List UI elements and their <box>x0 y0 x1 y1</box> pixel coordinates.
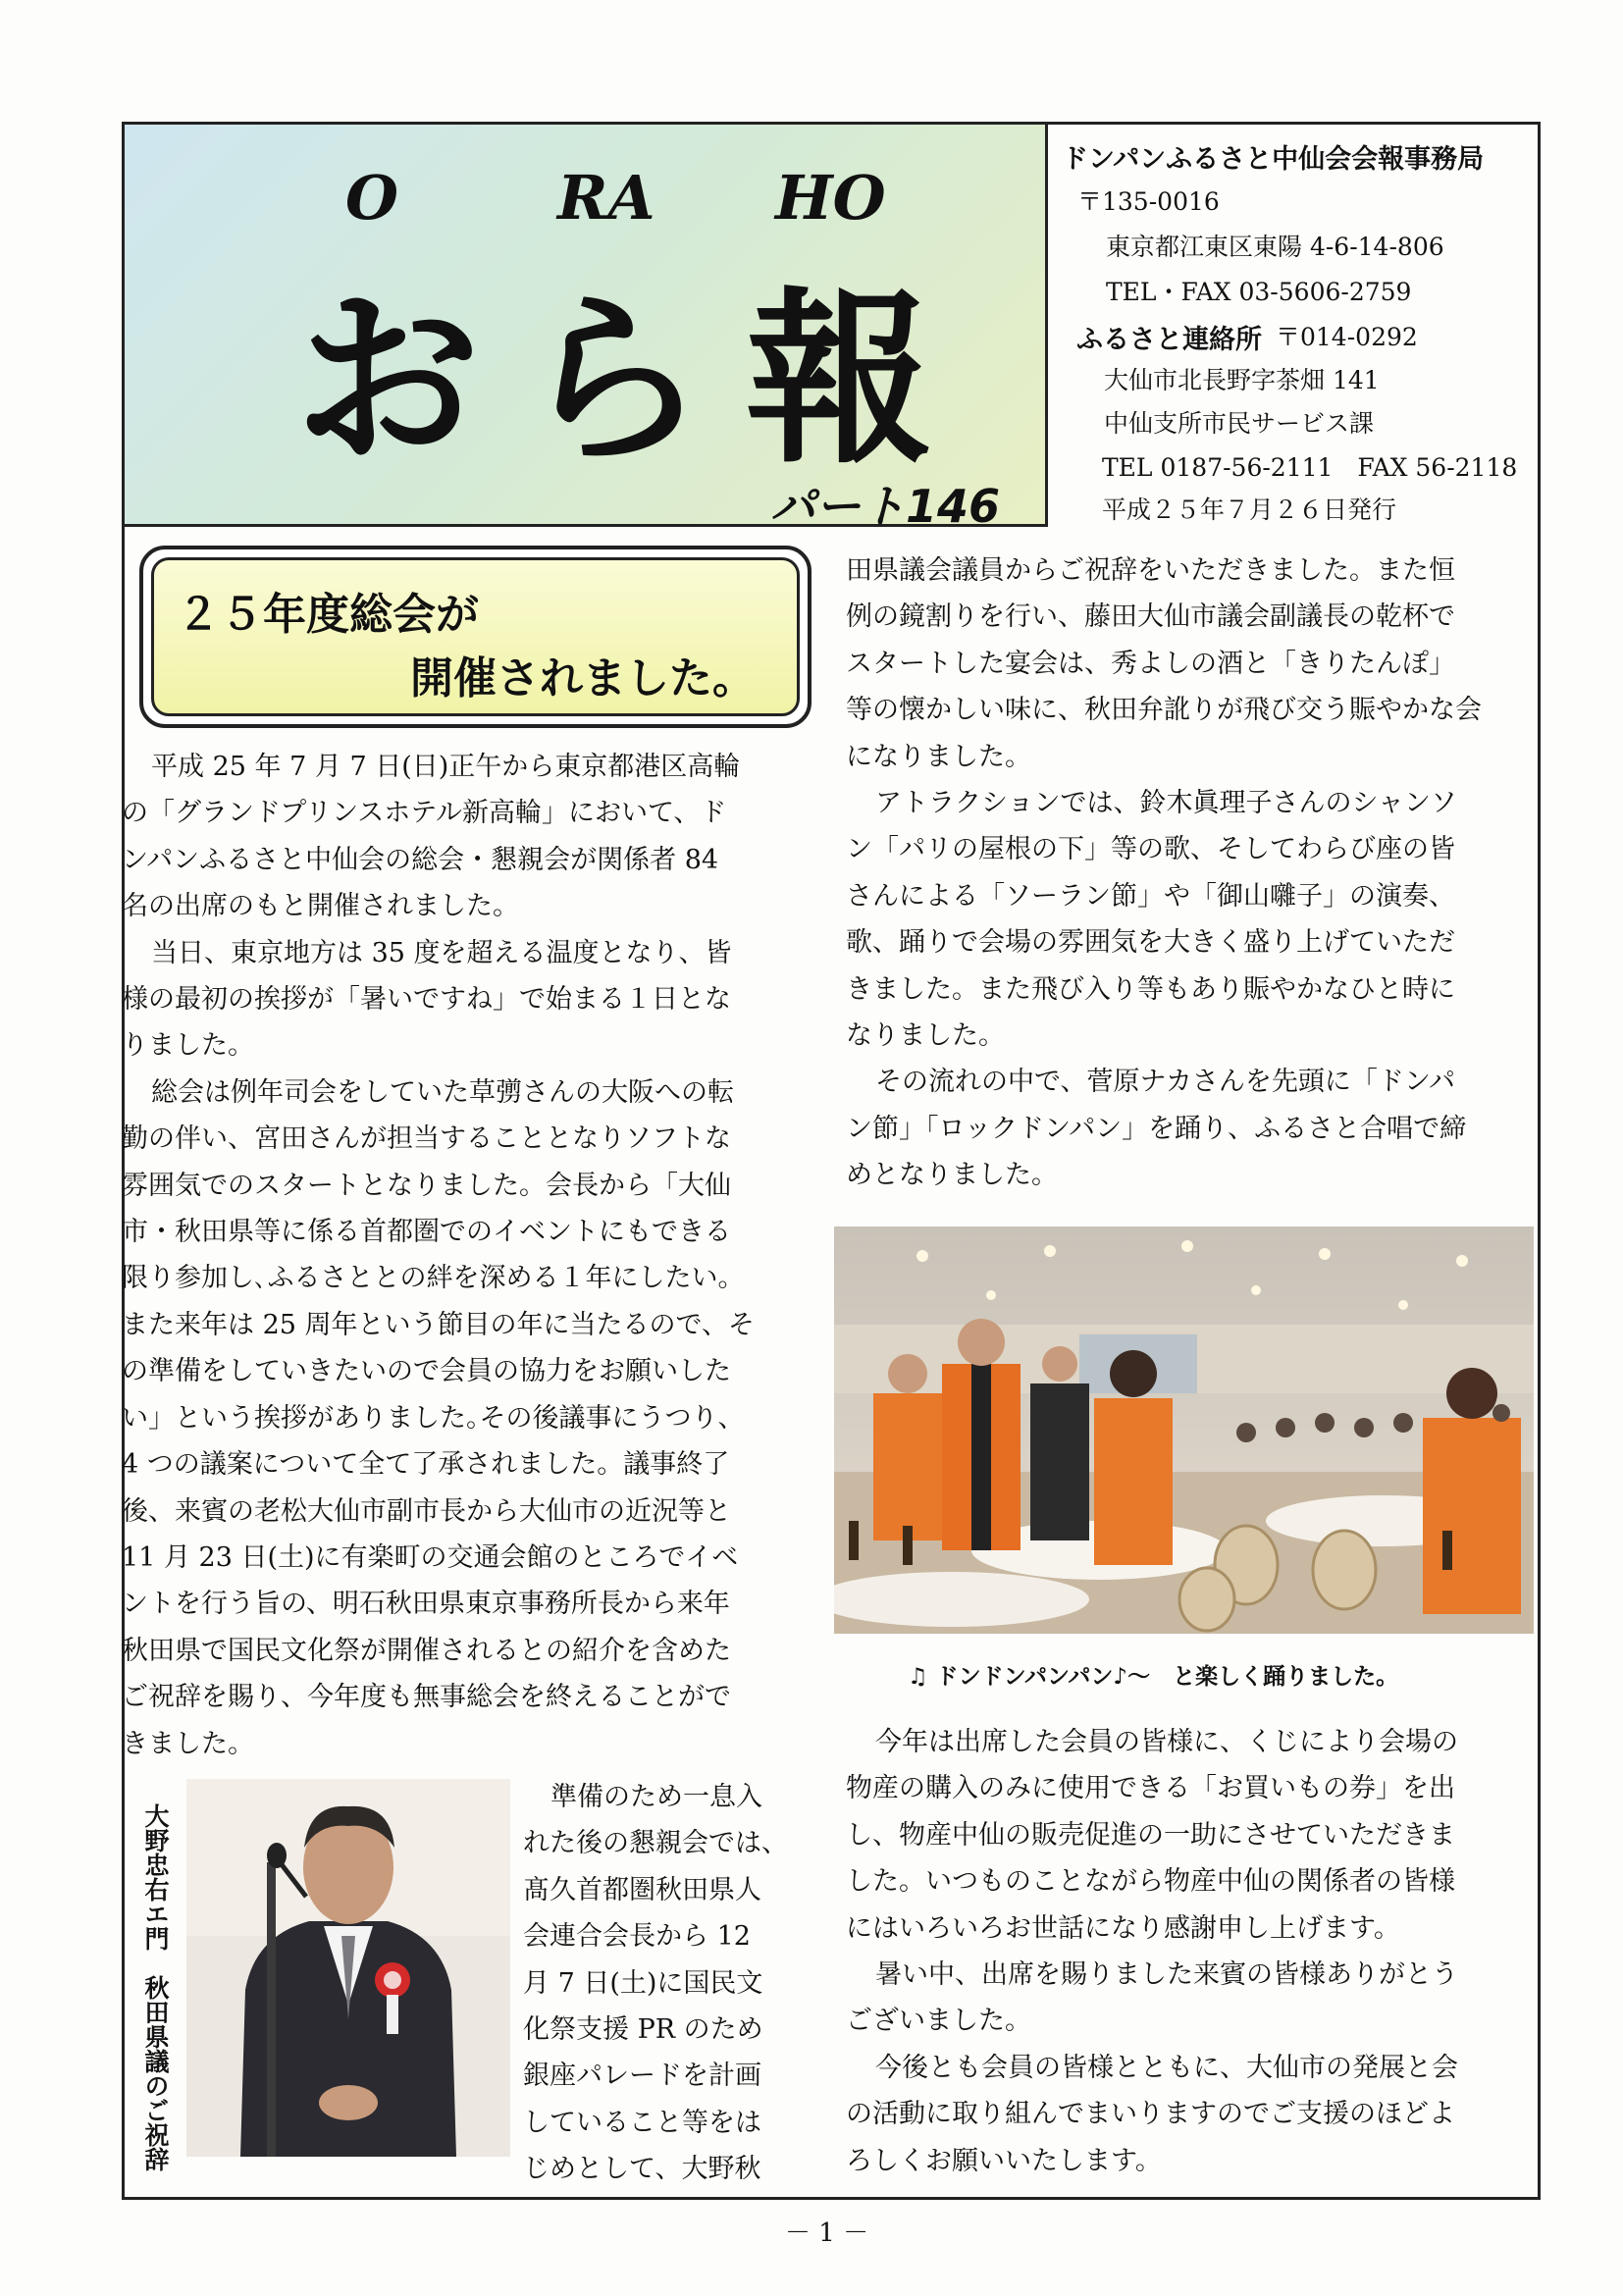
masthead-title: おら報 <box>294 270 972 489</box>
page-number: － 1 － <box>785 2218 869 2248</box>
text-line: めとなりました。 <box>846 1160 1058 1191</box>
text-line: じめとして、大野秋 <box>523 2154 761 2185</box>
paragraph-3 <box>122 1070 799 1767</box>
text-line: 例の鏡割りを行い、藤田大仙市議会副議長の乾杯で <box>846 601 1455 633</box>
headline-line-2: 開催されました。 <box>410 653 756 704</box>
issue-part-number: パート146 <box>770 480 1001 533</box>
text-line: きました。 <box>122 1728 254 1759</box>
text-line: 田県議会議員からご祝辞をいただきました。また恒 <box>846 555 1455 586</box>
text-line: 髙久首都圏秋田県人 <box>523 1874 761 1905</box>
text-line: 暑い中、出席を賜りました来賓の皆様ありがとう <box>875 1959 1458 1991</box>
text-line: していること等をは <box>523 2107 761 2138</box>
left-column <box>122 744 799 1767</box>
paragraph-7 <box>846 1059 1528 1198</box>
text-line: 様の最初の挨拶が「暑いですね」で始まる１日とな <box>122 984 731 1016</box>
text-line: ご祝辞を賜り、今年度も無事総会を終えることがで <box>122 1682 731 1713</box>
masthead-romaji-ho: HO <box>775 162 886 234</box>
text-line: ございました。 <box>846 2006 1031 2037</box>
text-line: 名の出席のもと開催されました。 <box>122 891 519 922</box>
text-line: 11 月 23 日(土)に有楽町の交通会館のところでイベ <box>122 1541 739 1573</box>
masthead-romaji-ra: RA <box>557 162 655 234</box>
text-line: れた後の懇親会では、 <box>523 1828 788 1859</box>
party-illustration <box>834 1226 1534 1634</box>
masthead-romaji-o: O <box>345 162 399 234</box>
text-line: 月 7 日(土)に国民文 <box>523 1967 763 1999</box>
paragraph-9 <box>846 1952 1528 2045</box>
contact-tel-fax-2: TEL 0187-56-2111 FAX 56-2118 <box>1102 453 1518 482</box>
text-line: ンパンふるさと中仙会の総会・懇親会が関係者 84 <box>122 844 719 875</box>
text-line: その流れの中で、菅原ナカさんを先頭に「ドンパ <box>875 1067 1456 1098</box>
text-line: りました。 <box>122 1030 254 1062</box>
text-line: した。いつものことながら物産中仙の関係者の皆様 <box>846 1866 1455 1898</box>
text-line: きました。また飛び入り等もあり賑やかなひと時に <box>846 973 1455 1005</box>
text-line: ントを行う旨の、明石秋田県東京事務所長から来年 <box>122 1589 730 1620</box>
contact-address-2: 大仙市北長野字茶畑 141 <box>1104 366 1380 394</box>
text-line: 4 つの議案について全て了承されました。議事終了 <box>122 1449 730 1481</box>
text-line: になりました。 <box>846 741 1031 772</box>
text-line: 勤の伴い、宮田さんが担当することとなりソフトな <box>122 1123 731 1155</box>
text-line: アトラクションでは、鈴木眞理子さんのシャンソ <box>875 788 1457 819</box>
paragraph-8 <box>846 1719 1528 1952</box>
text-line: の活動に取り組んでまいりますのでご支援のほどよ <box>846 2099 1455 2130</box>
text-line: スタートした宴会は、秀よしの酒と「きりたんぽ」 <box>846 648 1455 679</box>
text-line: なりました。 <box>846 1020 1005 1052</box>
contact-address-1: 東京都江東区東陽 4-6-14-806 <box>1106 233 1444 261</box>
party-photo-caption: ♫ ドンドンパンパン♪～ と楽しく踊りました。 <box>908 1664 1399 1690</box>
text-line: 総会は例年司会をしていた草彅さんの大阪への転 <box>151 1076 734 1108</box>
text-line: 当日、東京地方は 35 度を超える温度となり、皆 <box>151 937 732 968</box>
paragraph-1 <box>122 744 799 930</box>
issue-date: 平成２５年７月２６日発行 <box>1102 496 1397 524</box>
contact-postal-1: 〒135-0016 <box>1077 187 1220 216</box>
text-line: 今年は出席した会員の皆様に、くじにより会場の <box>875 1727 1458 1757</box>
speaker-illustration <box>186 1779 510 2157</box>
text-line: の「グランドプリンスホテル新高輪」において、ド <box>122 798 727 829</box>
text-line: 秋田県で国民文化祭が開催されるとの紹介を含めた <box>122 1635 731 1666</box>
contact-telfax: TEL・FAX 03-5606-2759 <box>1106 278 1412 306</box>
paragraph-6 <box>846 780 1528 1059</box>
text-line: い」という挨拶がありました｡その後議事にうつり、 <box>122 1402 745 1434</box>
text-line: 化祭支援 PR のため <box>523 2014 763 2046</box>
paragraph-2 <box>122 930 799 1070</box>
text-line: 雰囲気でのスタートとなりました。会長から「大仙 <box>122 1170 731 1201</box>
headline-line-1: ２５年度総会が <box>177 590 479 640</box>
text-line: 会連合会長から 12 <box>523 1921 751 1953</box>
contact-postal-2: 〒014-0292 <box>1276 323 1418 351</box>
text-line: し、物産中仙の販売促進の一助にさせていただきま <box>846 1819 1455 1851</box>
text-line: 歌、踊りで会場の雰囲気を大きく盛り上げていただ <box>846 927 1455 959</box>
paragraph-5 <box>846 548 1528 780</box>
text-line: ろしくお願いいたします。 <box>846 2145 1162 2176</box>
paragraph-10 <box>846 2045 1528 2184</box>
contact-branch-label: ふるさと連絡所 <box>1076 325 1262 355</box>
text-line: 等の懐かしい味に、秋田弁訛りが飛び交う賑やかな会 <box>846 695 1482 726</box>
speaker-photo-caption: 大野忠右エ門 秋田県議のご祝辞 <box>141 1803 170 2171</box>
text-line: 準備のため一息入 <box>550 1782 762 1812</box>
contact-department: 中仙支所市民サービス課 <box>1104 409 1375 438</box>
text-line: さんによる「ソーラン節」や「御山囃子」の演奏、 <box>846 880 1455 912</box>
speaker-photo <box>186 1779 510 2157</box>
right-column-lower <box>846 1719 1528 2184</box>
text-line: 平成 25 年 7 月 7 日(日)正午から東京都港区高輪 <box>151 752 741 782</box>
text-line: 限り参加し､ふるさととの絆を深める１年にしたい｡ <box>122 1263 731 1294</box>
text-line: の準備をしていきたいので会員の協力をお願いした <box>122 1356 731 1387</box>
text-line: 物産の購入のみに使用できる「お買いもの券」を出 <box>846 1773 1455 1804</box>
right-column-upper <box>846 548 1528 1199</box>
text-line: にはいろいろお世話になり感謝申し上げます。 <box>846 1912 1400 1944</box>
text-line: 今後とも会員の皆様とともに、大仙市の発展と会 <box>875 2052 1458 2083</box>
text-line: ン「パリの屋根の下」等の歌、そしてわらび座の皆 <box>846 834 1455 865</box>
text-line: 銀座パレードを計画 <box>523 2061 761 2092</box>
left-column-lower <box>523 1774 803 2193</box>
text-line: 市・秋田県等に係る首都圏でのイベントにもできる <box>122 1217 731 1248</box>
party-photo <box>834 1226 1534 1634</box>
contact-office: ドンパンふるさと中仙会会報事務局 <box>1062 144 1485 175</box>
text-line: ン節」「ロックドンパン」を踊り、ふるさと合唱で締 <box>846 1113 1467 1144</box>
text-line: 後、来賓の老松大仙市副市長から大仙市の近況等と <box>122 1495 731 1527</box>
text-line: また来年は 25 周年という節目の年に当たるので、そ <box>122 1309 755 1340</box>
paragraph-4 <box>523 1774 803 2193</box>
